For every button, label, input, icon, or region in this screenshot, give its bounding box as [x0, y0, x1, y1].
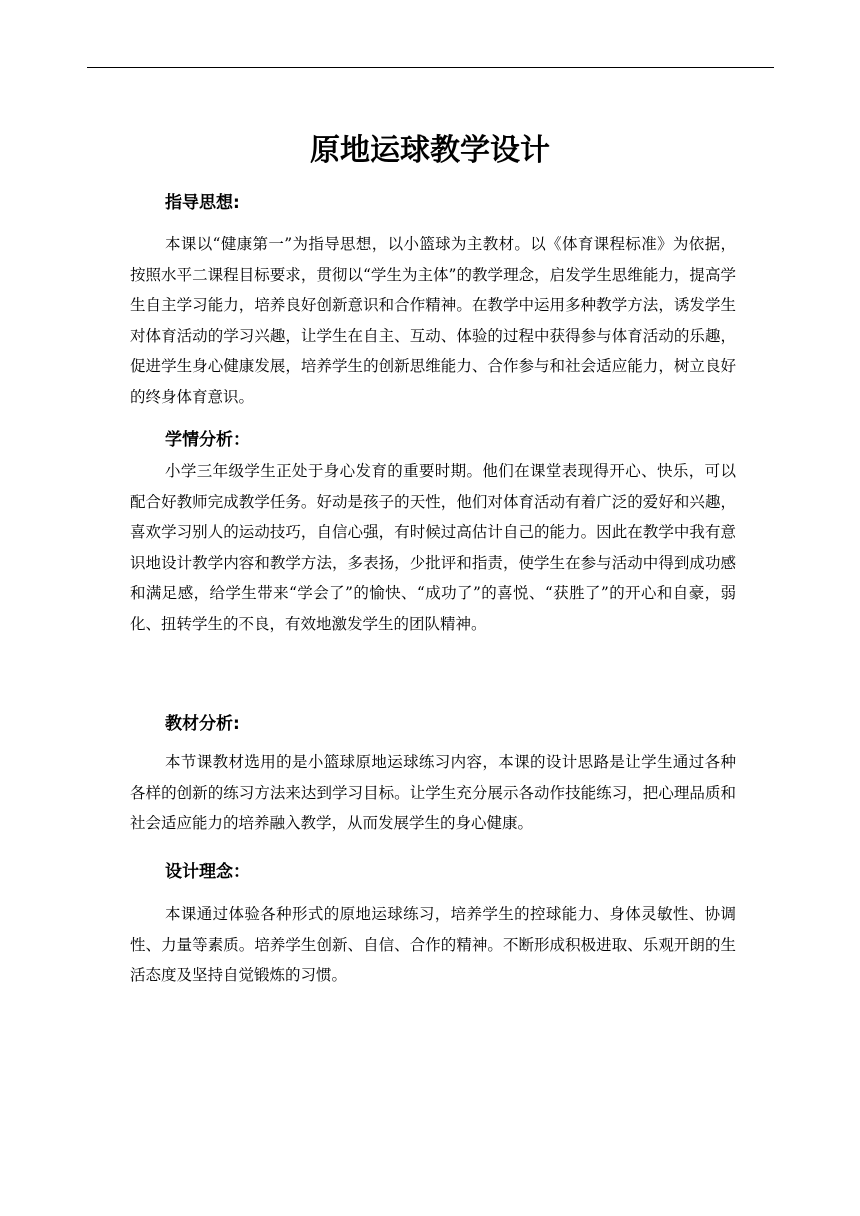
section-body-student-analysis: 小学三年级学生正处于身心发育的重要时期。他们在课堂表现得开心、快乐，可以配合好教师完成教学任务。好动是孩子的天性，他们对体育活动有着广泛的爱好和兴趣，喜欢学习别人的运动技巧，自信心强，有时候过高估计自己的能力。因此在教学中我有意识地设计教学内容和教学方法，多表扬，少批评和指责，使学生在参与活动中得到成功感和满足感，给学生带来“学会了”的愉快、“成功了”的喜悦、“获胜了”的开心和自豪，弱化、扭转学生的不良，有效地激发学生的团队精神。 [130, 462, 736, 633]
document-title: 原地运球教学设计 [310, 133, 550, 168]
section-body-guiding-ideology: 本课以“健康第一”为指导思想，以小篮球为主教材。以《体育课程标准》为依据，按照水平二课程目标要求，贯彻以“学生为主体”的教学理念，启发学生思维能力，提高学生自主学习能力，培养良好创新意识和合作精神。在教学中运用多种教学方法，诱发学生对体育活动的学习兴趣，让学生在自主、互动、体验的过程中获得参与体育活动的乐趣，促进学生身心健康发展，培养学生的创新思维能力、合作参与和社会适应能力，树立良好的终身体育意识。 [130, 235, 736, 406]
section-heading-design-concept: 设计理念： [165, 862, 250, 882]
section-heading-guiding-ideology: 指导思想: [165, 193, 240, 213]
header-rule [87, 67, 774, 68]
section-heading-student-analysis: 学情分析： [165, 430, 250, 450]
section-heading-material-analysis: 教材分析: [165, 714, 240, 734]
section-body-material-analysis: 本节课教材选用的是小篮球原地运球练习内容，本课的设计思路是让学生通过各种各样的创新的练习方法来达到学习目标。让学生充分展示各动作技能练习，把心理品质和社会适应能力的培养融入教学，从而发展学生的身心健康。 [130, 753, 736, 832]
section-body-design-concept: 本课通过体验各种形式的原地运球练习，培养学生的控球能力、身体灵敏性、协调性、力量等素质。培养学生创新、自信、合作的精神。不断形成积极进取、乐观开朗的生活态度及坚持自觉锻炼的习惯。 [130, 905, 736, 984]
